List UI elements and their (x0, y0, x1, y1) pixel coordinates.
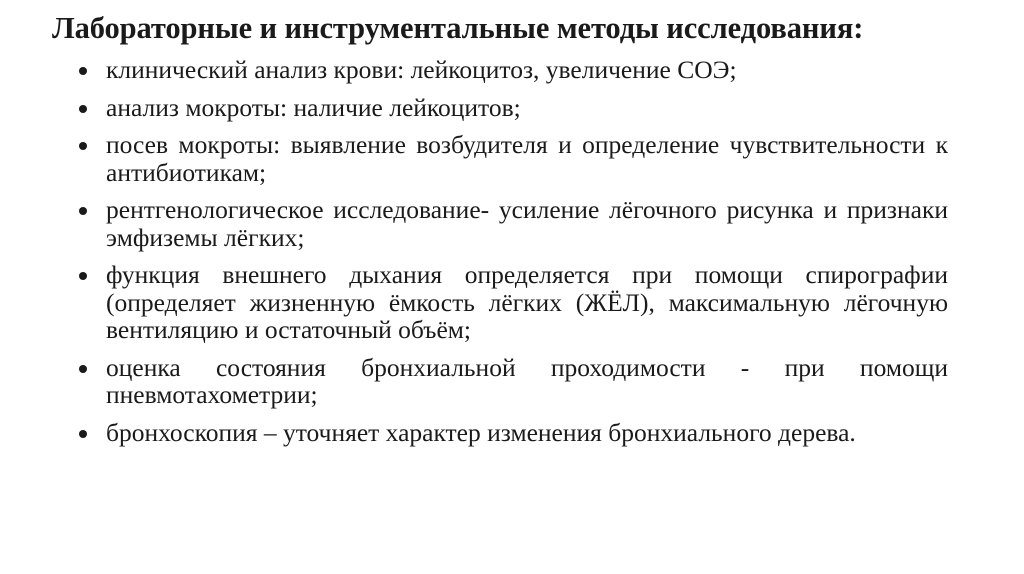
list-item (76, 354, 948, 409)
list-item-text: посев мокроты: выявление возбудителя и определение чувствительности к антибиотикам; (106, 130, 948, 187)
bullet-icon (79, 365, 87, 373)
list-item (76, 261, 948, 344)
list-item (76, 131, 948, 186)
list-item-text: бронхоскопия – уточняет характер изменения бронхиального дерева. (106, 417, 856, 447)
list-item-text: анализ мокроты: наличие лейкоцитов; (106, 92, 521, 122)
list-item (76, 196, 948, 251)
bullet-icon (79, 272, 87, 280)
list-item-text: рентгенологическое исследование- усиление лёгочного рисунка и признаки эмфиземы лёгких; (106, 195, 948, 252)
bullet-icon (79, 67, 87, 75)
bullet-icon (79, 207, 87, 215)
list-item (76, 56, 948, 84)
methods-list (76, 56, 948, 446)
list-item-text: оценка состояния бронхиальной проходимости - при помощи пневмотахометрии; (106, 352, 948, 409)
bullet-icon (79, 105, 87, 113)
list-item (76, 419, 948, 447)
list-item-text: функция внешнего дыхания определяется при помощи спирографии (определяет жизненную ёмкость лёгких (ЖЁЛ), максимальную лёгочную вентиляцию и остаточный объём; (106, 260, 948, 344)
bullet-icon (79, 430, 87, 438)
bullet-icon (79, 142, 87, 150)
list-item-text: клинический анализ крови: лейкоцитоз, увеличение СОЭ; (106, 55, 737, 84)
slide-title: Лабораторные и инструментальные методы исследования: (52, 11, 864, 45)
list-item (76, 94, 948, 122)
